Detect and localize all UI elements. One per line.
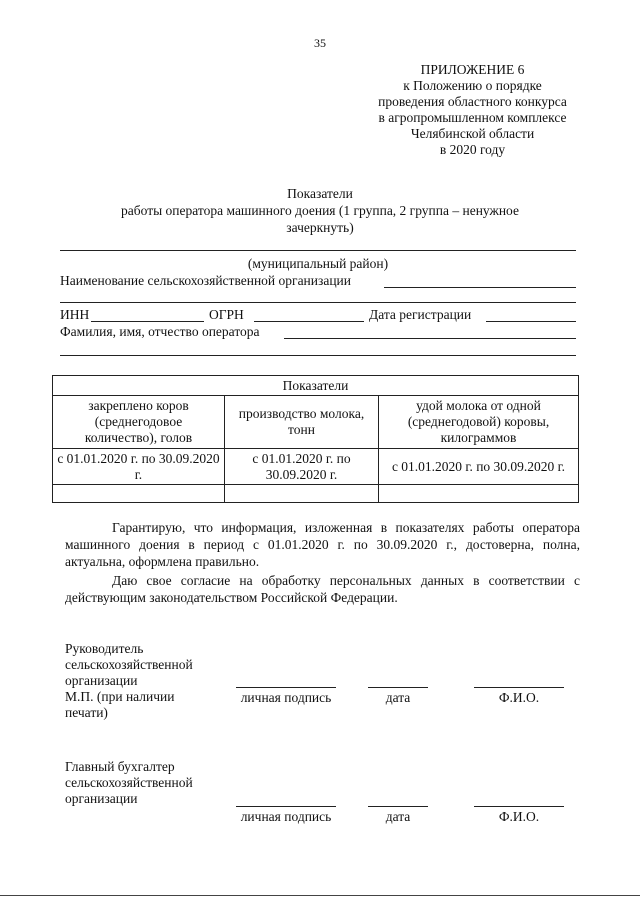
ogrn-label: ОГРН — [209, 307, 244, 322]
org-name-field-line[interactable] — [384, 287, 576, 288]
inn-field-line[interactable] — [91, 321, 204, 322]
accountant-title — [65, 759, 225, 807]
title-line: зачеркнуть) — [286, 220, 354, 235]
operator-continuation-line[interactable] — [60, 355, 576, 356]
accountant-date-label: дата — [385, 809, 411, 824]
value-cell[interactable] — [379, 485, 579, 503]
ogrn-field-line[interactable] — [254, 321, 364, 322]
column-header: закреплено коров (среднегодовое количество), голов — [53, 396, 225, 449]
reg-date-label: Дата регистрации — [369, 307, 472, 322]
head-name-label: Ф.И.О. — [498, 690, 540, 705]
signer-title-line: Руководитель — [65, 641, 144, 656]
accountant-name-label: Ф.И.О. — [498, 809, 540, 824]
operator-field-line[interactable] — [284, 338, 576, 339]
head-signature-line[interactable] — [236, 687, 336, 688]
head-title — [65, 641, 225, 721]
appendix-header — [360, 62, 585, 158]
value-cell[interactable] — [53, 485, 225, 503]
period-cell: с 01.01.2020 г. по 30.09.2020 г. — [225, 449, 379, 485]
appendix-line: Челябинской области — [410, 126, 535, 141]
head-name-line[interactable] — [474, 687, 564, 688]
district-caption: (муниципальный район) — [247, 256, 389, 271]
accountant-date-line[interactable] — [368, 806, 428, 807]
head-signature-label: личная подпись — [240, 690, 332, 705]
head-date-line[interactable] — [368, 687, 428, 688]
signer-title-line: организации — [65, 791, 138, 806]
value-cell[interactable] — [225, 485, 379, 503]
appendix-line: к Положению о порядке — [403, 78, 542, 93]
period-cell: с 01.01.2020 г. по 30.09.2020 г. — [53, 449, 225, 485]
signer-title-line: М.П. (при наличии — [65, 689, 175, 704]
signer-title-line: печати) — [65, 705, 108, 720]
inn-label: ИНН — [60, 307, 90, 322]
column-header: производство молока, тонн — [225, 396, 379, 449]
title-line: работы оператора машинного доения (1 группа, 2 группа – ненужное — [121, 203, 519, 218]
page-bottom-edge — [0, 895, 640, 896]
indicators-table — [52, 375, 579, 503]
accountant-signature-line[interactable] — [236, 806, 336, 807]
period-cell: с 01.01.2020 г. по 30.09.2020 г. — [379, 449, 579, 485]
signer-title-line: сельскохозяйственной — [65, 657, 193, 672]
accountant-signature-label: личная подпись — [240, 809, 332, 824]
appendix-line: в 2020 году — [439, 142, 506, 157]
appendix-line: в агропромышленном комплексе — [378, 110, 567, 125]
appendix-line: проведения областного конкурса — [378, 94, 567, 109]
guarantee-paragraph: Гарантирую, что информация, изложенная в показателях работы оператора машинного доения в период с 01.01.2020 г. по 30.09.2020 г., достоверна, полна, актуальна, оформлена правильно. — [65, 520, 580, 569]
signer-title-line: сельскохозяйственной — [65, 775, 193, 790]
accountant-name-line[interactable] — [474, 806, 564, 807]
table-header: Показатели — [53, 376, 579, 396]
column-header: удой молока от одной (среднегодовой) коровы, килограммов — [379, 396, 579, 449]
appendix-title: ПРИЛОЖЕНИЕ 6 — [420, 62, 525, 77]
signer-title-line: Главный бухгалтер — [65, 759, 175, 774]
title-line: Показатели — [287, 186, 353, 201]
org-name-label: Наименование сельскохозяйственной организации — [60, 273, 352, 288]
signer-title-line: организации — [65, 673, 138, 688]
reg-date-field-line[interactable] — [486, 321, 576, 322]
consent-paragraph: Даю свое согласие на обработку персональных данных в соответствии с действующим законодательством Российской Федерации. — [65, 573, 580, 605]
district-field-line[interactable] — [60, 250, 576, 251]
head-date-label: дата — [385, 690, 411, 705]
document-title — [90, 185, 550, 236]
org-name-continuation-line[interactable] — [60, 302, 576, 303]
page-number: 35 — [314, 36, 326, 50]
operator-label: Фамилия, имя, отчество оператора — [60, 324, 260, 339]
